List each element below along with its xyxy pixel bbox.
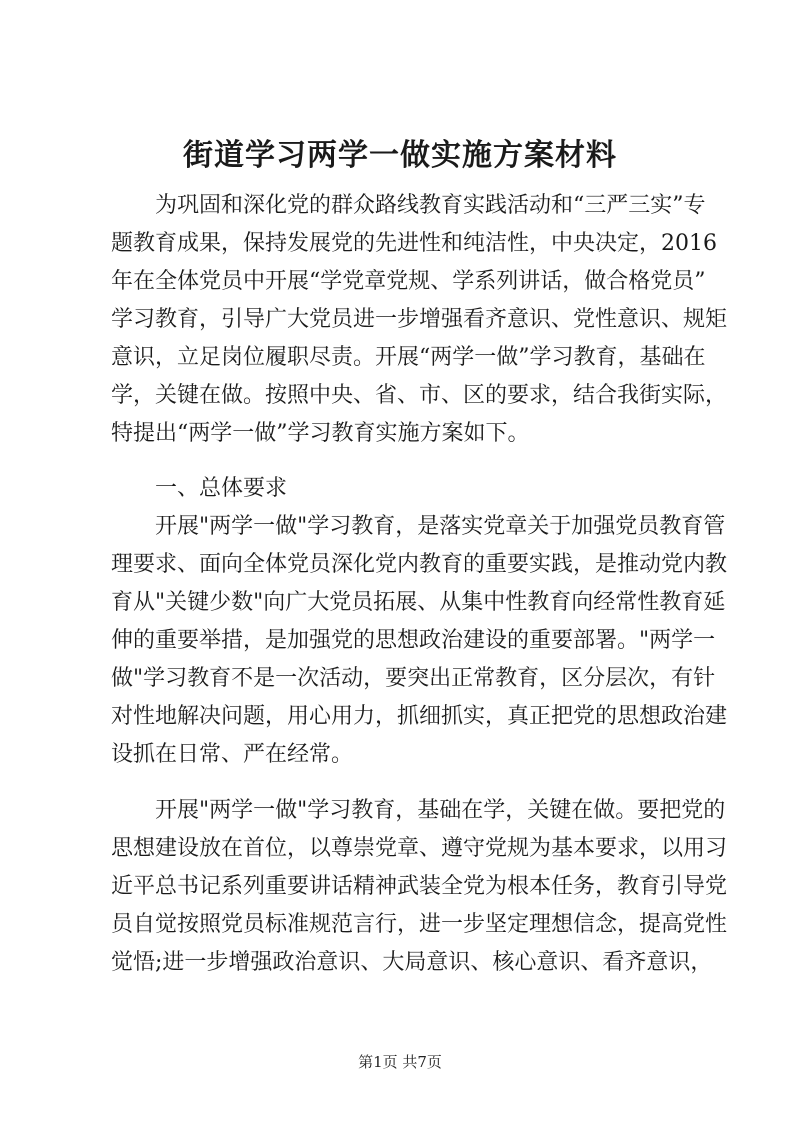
text-line: 近平总书记系列重要讲话精神武装全党为根本任务，教育引导党: [111, 874, 728, 899]
text-line: 员自觉按照党员标准规范言行，进一步坚定理想信念，提高党性: [111, 912, 728, 937]
section-heading-text: 一、总体要求: [155, 476, 288, 501]
text-line: 觉悟;进一步增强政治意识、大局意识、核心意识、看齐意识，: [111, 950, 713, 975]
text-line: 伸的重要举措，是加强党的思想政治建设的重要部署。"两学一: [111, 628, 716, 653]
page-number: 第1页 共7页: [358, 1053, 442, 1071]
text-line: 题教育成果，保持发展党的先进性和纯洁性，中央决定，2016: [111, 231, 717, 256]
text-line: 学，关键在做。按照中央、省、市、区的要求，结合我街实际，: [111, 383, 728, 408]
text-line: 理要求、面向全体党员深化党内教育的重要实践，是推动党内教: [111, 552, 728, 577]
document-title: 街道学习两学一做实施方案材料: [183, 138, 617, 173]
text-line: 育从"关键少数"向广大党员拓展、从集中性教育向经常性教育延: [111, 590, 726, 615]
text-line: 做"学习教育不是一次活动，要突出正常教育，区分层次，有针: [111, 666, 716, 691]
text-line: 学习教育，引导广大党员进一步增强看齐意识、党性意识、规矩: [111, 307, 728, 332]
text-line: 年在全体党员中开展“学党章党规、学系列讲话，做合格党员”: [111, 269, 706, 294]
text-line: 意识，立足岗位履职尽责。开展“两学一做”学习教育，基础在: [111, 345, 706, 370]
paragraph-general-requirements: [111, 508, 728, 774]
text-line: 设抓在日常、严在经常。: [111, 742, 354, 767]
text-line: 对性地解决问题，用心用力，抓细抓实，真正把党的思想政治建: [111, 704, 728, 729]
text-line: 为巩固和深化党的群众路线教育实践活动和“三严三实”专: [155, 193, 706, 218]
text-line: 特提出“两学一做”学习教育实施方案如下。: [111, 421, 530, 446]
text-line: 思想建设放在首位，以尊崇党章、遵守党规为基本要求，以用习: [111, 836, 728, 861]
text-line: 开展"两学一做"学习教育，是落实党章关于加强党员教育管: [155, 514, 726, 539]
paragraph-intro: [111, 187, 728, 453]
text-line: 开展"两学一做"学习教育，基础在学，关键在做。要把党的: [155, 798, 726, 823]
paragraph-learning-basis: [111, 792, 728, 982]
section-heading: [111, 470, 691, 508]
